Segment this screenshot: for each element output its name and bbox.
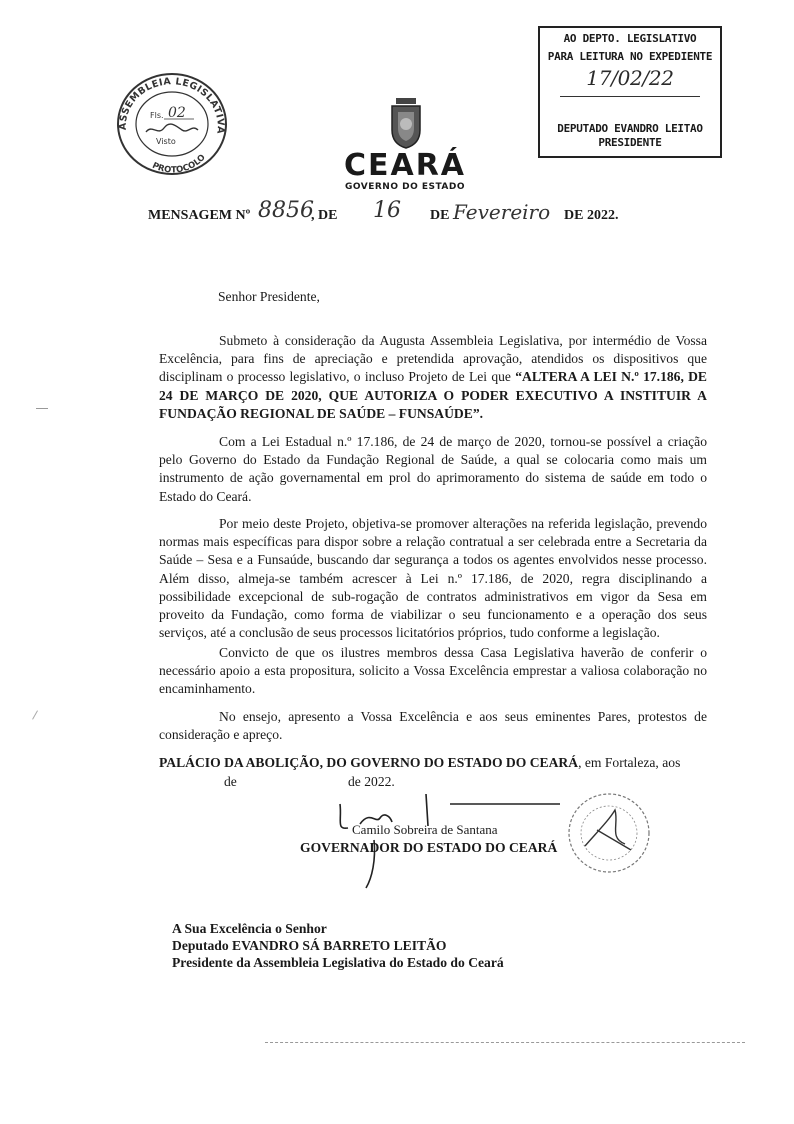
footer-divider [265, 1042, 745, 1043]
margin-mark [32, 710, 45, 723]
stamp-signature-line [560, 96, 700, 97]
seal-fls-label: Fls. [150, 111, 164, 120]
seal-signature-scribble [146, 124, 198, 132]
message-header [148, 198, 628, 228]
message-de-1: , DE [311, 208, 338, 223]
message-day: 16 [373, 198, 401, 223]
seal-graphic [112, 68, 232, 180]
svg-text:ASSEMBLEIA LEGISLATIVA DO CEAR [112, 68, 226, 139]
paragraph-1-text: Submeto à consideração da Augusta Assembleia Legislativa, por intermédio de Vossa Excelência, para fins de apreciação e pretendida aprovação, atendidos os dispositivos que disciplinam o processo legislativo, o incluso Projeto de Lei que [159, 333, 707, 385]
addressee-line-2: Deputado EVANDRO SÁ BARRETO LEITÃO [172, 938, 447, 953]
paragraph-5 [159, 708, 707, 744]
legislative-stamp [538, 26, 722, 158]
paragraph-1 [159, 332, 707, 423]
message-year: DE 2022. [564, 208, 619, 223]
letterhead-title: CEARÁ [343, 148, 467, 183]
paragraph-1-bill-title: “ALTERA A LEI N.º 17.186, DE 24 DE MARÇO DE 2020, QUE AUTORIZA O PODER EXECUTIVO A INSTITUIR A FUNDAÇÃO REGIONAL DE SAÚDE – FUNSAÚDE”. [159, 369, 707, 421]
message-number: 8856 [258, 198, 314, 223]
stamp-line-4: DEPUTADO EVANDRO LEITAO [557, 122, 703, 135]
stamp-line-1: AO DEPTO. LEGISLATIVO [563, 32, 697, 45]
stamp-line-5: PRESIDENTE [598, 136, 662, 149]
paragraph-2-text: Com a Lei Estadual n.º 17.186, de 24 de março de 2020, tornou-se possível a criação pelo Governo do Estado da Fundação Regional de Saúde, a qual se colocaria como mais um instrumento de ação governamental em prol do aprimoramento do sistema de saúde em todo o Estado do Ceará. [159, 434, 707, 504]
addressee-line-3: Presidente da Assembleia Legislativa do Estado do Ceará [172, 955, 504, 970]
paragraph-3 [159, 515, 707, 642]
governor-seal-stamp [565, 790, 653, 876]
closing-line [159, 755, 719, 771]
message-de-2: DE [430, 208, 450, 223]
closing-de: de [224, 774, 237, 789]
letterhead-subtitle: GOVERNO DO ESTADO [344, 182, 466, 192]
salutation: Senhor Presidente, [218, 289, 320, 304]
seal-bottom-text: PROTOCOLO [150, 152, 208, 176]
message-month: Fevereiro [453, 200, 551, 224]
closing-year: de 2022. [348, 774, 395, 789]
signer-name: Camilo Sobreira de Santana [352, 822, 498, 837]
stamp-date: 17/02/22 [586, 66, 674, 90]
seal-fls-value: 02 [168, 105, 186, 121]
paragraph-3-text: Por meio deste Projeto, objetiva-se promover alterações na referida legislação, prevendo normas mais específicas para dispor sobre a relação contratual a ser celebrada entre a Secretaria da Saúde – Sesa e a Funsaúde, buscando dar segurança a todos os agentes envolvidos nesse processo. Além disso, almeja-se também acrescer à Lei n.º 17.186, de 2020, regra disciplinando a possibilidade excepcional de sub-rogação de contratos administrativos em vigor da Sesa em proveito da Fundação, como forma de viabilizar o seu funcionamento e a operação dos seus serviços, até a conclusão de seus processos licitatórios próprios, tudo conforme a legislação. [159, 516, 707, 641]
state-crest-icon [378, 96, 434, 150]
signer-title: GOVERNADOR DO ESTADO DO CEARÁ [300, 840, 558, 855]
closing-palace: PALÁCIO DA ABOLIÇÃO, DO GOVERNO DO ESTADO DO CEARÁ [159, 755, 579, 770]
paragraph-4 [159, 644, 707, 699]
message-prefix: MENSAGEM Nº [148, 208, 251, 223]
stamp-line-2: PARA LEITURA NO EXPEDIENTE [547, 50, 713, 63]
seal-visto-label: Visto [156, 137, 176, 146]
paragraph-2 [159, 433, 707, 506]
paragraph-5-text: No ensejo, apresento a Vossa Excelência e aos seus eminentes Pares, protestos de consideração e apreço. [159, 709, 707, 743]
margin-mark [36, 408, 48, 409]
seal-ring-text: ASSEMBLEIA LEGISLATIVA [117, 76, 226, 135]
closing-rest: , em Fortaleza, aos [578, 755, 681, 770]
protocol-seal [112, 68, 232, 180]
svg-text:PROTOCOLO [150, 153, 207, 176]
addressee-line-1: A Sua Excelência o Senhor [172, 921, 327, 936]
paragraph-4-text: Convicto de que os ilustres membros dessa Casa Legislativa haverão de conferir o necessário apoio a esta propositura, solicito a Vossa Excelência emprestar a valiosa colaboração no encaminhamento. [159, 645, 707, 697]
